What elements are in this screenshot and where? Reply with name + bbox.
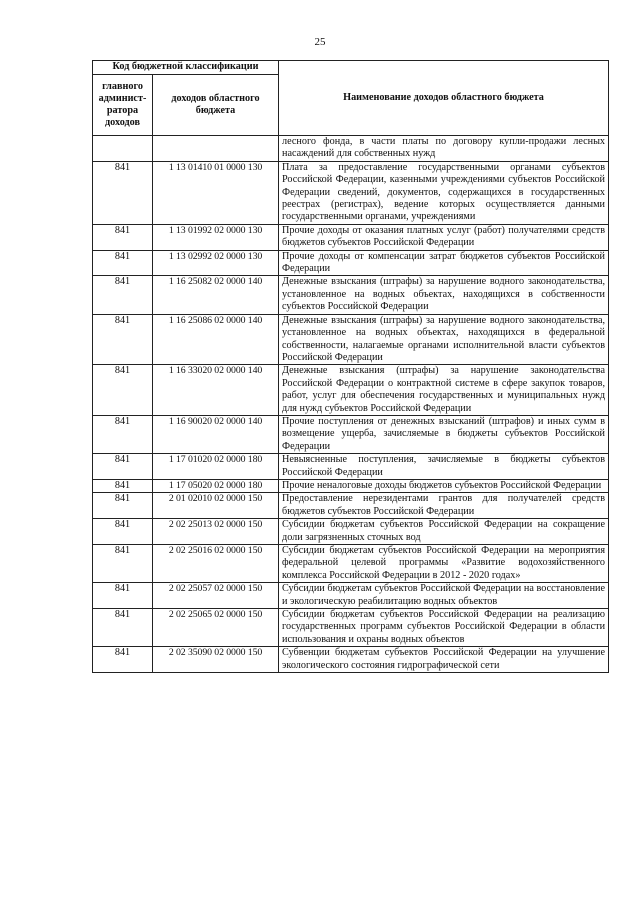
admin-code-cell: 841: [93, 415, 153, 453]
income-code-cell: [153, 136, 279, 162]
admin-code-cell: 841: [93, 314, 153, 365]
income-name-cell: Субсидии бюджетам субъектов Российской Федерации на реализацию государственных программ субъектов Российской Федерации в области использования и охраны водных объектов: [279, 609, 609, 647]
table-row: [93, 609, 609, 647]
table-row: [93, 365, 609, 416]
income-name-cell: Субсидии бюджетам субъектов Российской Федерации на мероприятия федеральной целевой программы «Развитие водохозяйственного комплекса Российской Федерации в 2012 - 2020 годах»: [279, 545, 609, 583]
income-name-cell: Денежные взыскания (штрафы) за нарушение водного законодательства, установленное на водных объектах, находящихся в собственности субъектов Российской Федерации: [279, 276, 609, 314]
income-name-cell: Плата за предоставление государственными органами субъектов Российской Федерации, казенными учреждениями субъектов Российской Федерации сведений, документов, содержащихся в государственных реестрах (регистрах), ведение которых осуществляется данными государственными органами, учреждениями: [279, 161, 609, 224]
income-name-cell: Денежные взыскания (штрафы) за нарушение водного законодательства, установленное на водных объектах, находящихся в федеральной собственности, налагаемые органами исполнительной власти субъектов Российской Федерации: [279, 314, 609, 365]
admin-code-cell: 841: [93, 647, 153, 673]
income-code-cell: 2 02 25065 02 0000 150: [153, 609, 279, 647]
table-row: [93, 314, 609, 365]
income-name-cell: Предоставление нерезидентами грантов для получателей средств бюджетов субъектов Российской Федерации: [279, 493, 609, 519]
income-code-cell: 2 02 25016 02 0000 150: [153, 545, 279, 583]
table-row: [93, 519, 609, 545]
table-row: [93, 493, 609, 519]
income-code-cell: 1 17 01020 02 0000 180: [153, 454, 279, 480]
admin-code-cell: 841: [93, 365, 153, 416]
table-body: [93, 136, 609, 673]
page-number: 25: [314, 36, 326, 48]
income-code-cell: 1 13 02992 02 0000 130: [153, 250, 279, 276]
table-row: [93, 250, 609, 276]
table-row: [93, 479, 609, 492]
income-name-cell: Невыясненные поступления, зачисляемые в бюджеты субъектов Российской Федерации: [279, 454, 609, 480]
income-code-cell: 1 13 01410 01 0000 130: [153, 161, 279, 224]
admin-code-cell: 841: [93, 250, 153, 276]
admin-code-cell: 841: [93, 479, 153, 492]
income-code-cell: 1 16 90020 02 0000 140: [153, 415, 279, 453]
income-code-cell: 1 16 25082 02 0000 140: [153, 276, 279, 314]
income-name-cell: Субвенции бюджетам субъектов Российской Федерации на улучшение экологического состояния гидрографической сети: [279, 647, 609, 673]
income-code-cell: 2 02 35090 02 0000 150: [153, 647, 279, 673]
table-row: [93, 415, 609, 453]
admin-code-cell: 841: [93, 519, 153, 545]
table-row: [93, 276, 609, 314]
income-name-cell: лесного фонда, в части платы по договору купли-продажи лесных насаждений для собственных нужд: [279, 136, 609, 162]
income-name-cell: Субсидии бюджетам субъектов Российской Федерации на сокращение доли загрязненных сточных вод: [279, 519, 609, 545]
income-name-cell: Прочие неналоговые доходы бюджетов субъектов Российской Федерации: [279, 479, 609, 492]
admin-code-cell: 841: [93, 224, 153, 250]
income-code-cell: 1 17 05020 02 0000 180: [153, 479, 279, 492]
admin-code-cell: [93, 136, 153, 162]
admin-code-cell: 841: [93, 161, 153, 224]
admin-code-cell: 841: [93, 545, 153, 583]
table-row: [93, 647, 609, 673]
income-name-cell: Прочие поступления от денежных взысканий (штрафов) и иных сумм в возмещение ущерба, зачисляемые в бюджеты субъектов Российской Федерации: [279, 415, 609, 453]
table-row: [93, 224, 609, 250]
admin-code-cell: 841: [93, 583, 153, 609]
income-code-cell: 1 13 01992 02 0000 130: [153, 224, 279, 250]
income-code-cell: 1 16 33020 02 0000 140: [153, 365, 279, 416]
income-name-cell: Прочие доходы от компенсации затрат бюджетов субъектов Российской Федерации: [279, 250, 609, 276]
table-row: [93, 583, 609, 609]
admin-code-cell: 841: [93, 609, 153, 647]
header-name: Наименование доходов областного бюджета: [279, 61, 609, 136]
table-row: [93, 161, 609, 224]
header-group-title: Код бюджетной классификации: [93, 61, 279, 75]
table-row: [93, 545, 609, 583]
income-name-cell: Субсидии бюджетам субъектов Российской Федерации на восстановление и экологическую реабилитацию водных объектов: [279, 583, 609, 609]
admin-code-cell: 841: [93, 276, 153, 314]
table-row: [93, 136, 609, 162]
income-code-cell: 1 16 25086 02 0000 140: [153, 314, 279, 365]
budget-classification-table: [92, 60, 609, 673]
admin-code-cell: 841: [93, 493, 153, 519]
income-code-cell: 2 02 25057 02 0000 150: [153, 583, 279, 609]
income-name-cell: Прочие доходы от оказания платных услуг (работ) получателями средств бюджетов субъектов Российской Федерации: [279, 224, 609, 250]
income-code-cell: 2 02 25013 02 0000 150: [153, 519, 279, 545]
header-admin: главного админист-ратора доходов: [93, 75, 153, 136]
income-name-cell: Денежные взыскания (штрафы) за нарушение законодательства Российской Федерации о контрактной системе в сфере закупок товаров, работ, услуг для обеспечения государственных и муниципальных нужд для нужд субъектов Российской Федерации: [279, 365, 609, 416]
table-row: [93, 454, 609, 480]
header-income-code: доходов областного бюджета: [153, 75, 279, 136]
admin-code-cell: 841: [93, 454, 153, 480]
income-code-cell: 2 01 02010 02 0000 150: [153, 493, 279, 519]
